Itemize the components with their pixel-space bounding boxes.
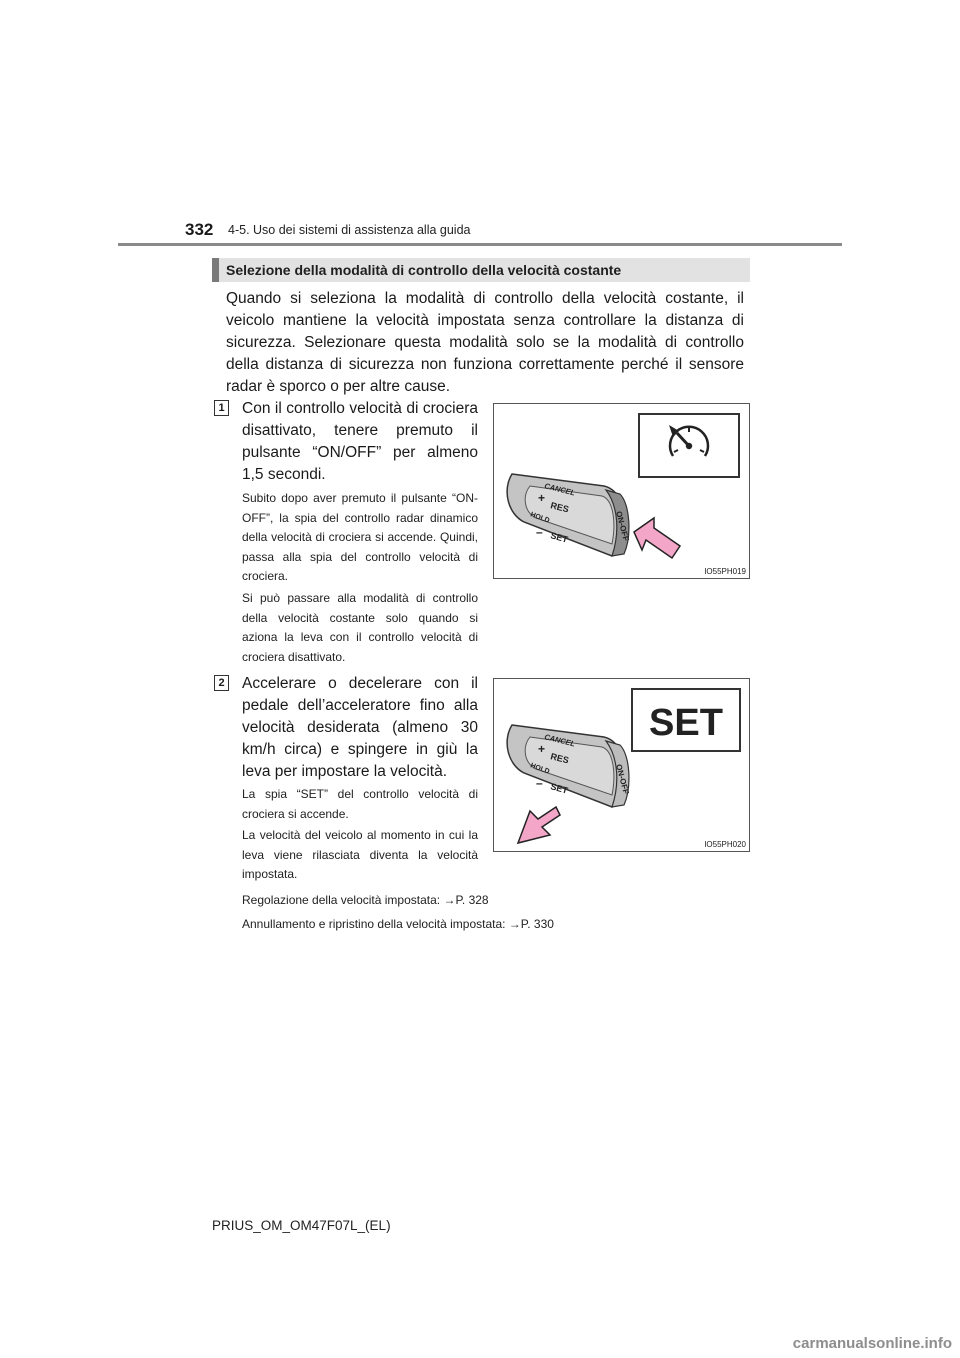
step-2-note-2: La velocità del veicolo al momento in cui la leva viene rilasciata diventa la velocità impostata.	[242, 828, 478, 881]
lever-onoff-illustration	[494, 404, 750, 579]
reference-adjust-speed[interactable]: Regolazione della velocità impostata: →P. 328	[242, 893, 489, 907]
onoff-label: ON-OFF	[614, 510, 631, 543]
res-label: RES	[549, 751, 570, 766]
step-1-badge: 1	[214, 400, 229, 416]
intro-paragraph: Quando si seleziona la modalità di controllo della velocità costante, il veicolo mantiene la velocità impostata senza controllare la distanza di sicurezza. Selezionare questa modalità solo se la modalità di controllo della distanza di sicurezza non funziona correttamente perché il sensore radar è sporco o per altre cause.	[226, 290, 744, 395]
watermark[interactable]: carmanualsonline.info	[792, 1335, 952, 1352]
step-2-badge: 2	[214, 675, 229, 691]
lever-set-illustration	[494, 679, 750, 852]
section-title: Selezione della modalità di controllo della velocità costante	[226, 262, 622, 278]
set-label: SET	[549, 781, 570, 796]
header-rule	[118, 243, 842, 246]
figure-code-2: IO55PH020	[704, 840, 746, 849]
minus-label: –	[536, 776, 543, 790]
figure-step-2	[493, 678, 750, 852]
step-1-note-2: Si può passare alla modalità di controllo della velocità costante solo quando si aziona la leva con il controllo velocità di crociera disattivato.	[242, 591, 478, 664]
step-2-text: Accelerare o decelerare con il pedale dell’acceleratore fino alla velocità desiderata (almeno 30 km/h circa) e spingere in giù la leva per impostare la velocità.	[242, 675, 478, 780]
set-label: SET	[549, 530, 570, 545]
chapter-title: 4-5. Uso dei sistemi di assistenza alla guida	[228, 223, 471, 237]
plus-label: +	[538, 742, 546, 756]
page-number: 332	[185, 220, 214, 239]
minus-label: –	[536, 525, 543, 539]
reference-cancel-resume[interactable]: Annullamento e ripristino della velocità impostata: →P. 330	[242, 917, 554, 931]
step-1-text: Con il controllo velocità di crociera disattivato, tenere premuto il pulsante “ON/OFF” per almeno 1,5 secondi.	[242, 400, 478, 483]
section-heading	[212, 258, 750, 282]
step-1-note-1: Subito dopo aver premuto il pulsante “ON-OFF”, la spia del controllo radar dinamico della velocità di crociera si accende. Quindi, passa alla spia del controllo velocità di crociera.	[242, 491, 478, 583]
cancel-label: CANCEL	[543, 732, 577, 749]
push-down-arrow-icon	[518, 807, 560, 843]
hold-label: HOLD	[529, 762, 551, 776]
footer-doc-code: PRIUS_OM_OM47F07L_(EL)	[212, 1218, 391, 1233]
hold-label: HOLD	[529, 511, 551, 525]
plus-label: +	[538, 491, 546, 505]
figure-code-1: IO55PH019	[704, 567, 746, 576]
press-arrow-icon	[634, 518, 680, 558]
section-accent	[212, 258, 219, 282]
step-2-note-1: La spia “SET” del controllo velocità di crociera si accende.	[242, 787, 478, 821]
figure-step-1	[493, 403, 750, 579]
res-label: RES	[549, 500, 570, 515]
set-indicator-text: SET	[649, 702, 723, 744]
onoff-label: ON-OFF	[614, 763, 631, 796]
cancel-label: CANCEL	[543, 481, 577, 498]
